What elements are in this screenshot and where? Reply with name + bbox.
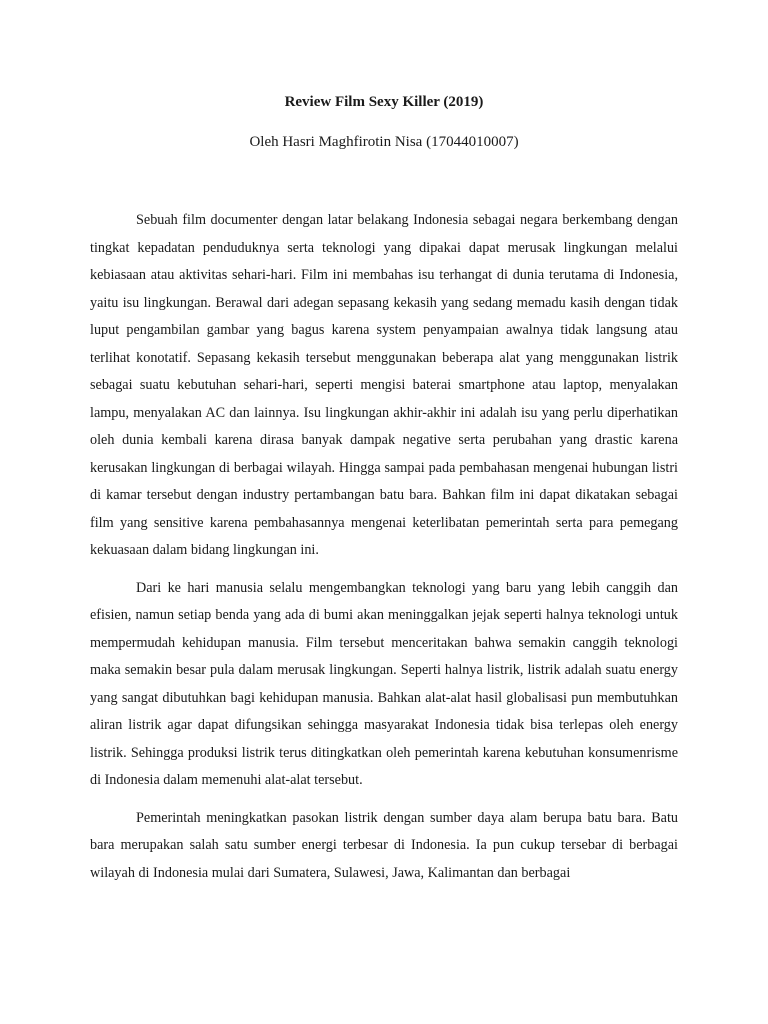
- document-body: [90, 207, 678, 887]
- paragraph-3: Pemerintah meningkatkan pasokan listrik dengan sumber daya alam berupa batu bara. Batu bara merupakan salah satu sumber energi terbesar di Indonesia. Ia pun cukup tersebar di berbagai wilayah di Indonesia mulai dari Sumatera, Sulawesi, Jawa, Kalimantan dan berbagai: [90, 809, 678, 881]
- paragraph-1: Sebuah film documenter dengan latar belakang Indonesia sebagai negara berkembang dengan tingkat kepadatan penduduknya serta teknologi yang dipakai dapat merusak lingkungan melalui kebiasaan atau aktivitas sehari-hari. Film ini membahas isu terhangat di dunia terutama di Indonesia, yaitu isu lingkungan. Berawal dari adegan sepasang kekasih yang sedang memadu kasih dengan tidak luput pengambilan gambar yang bagus karena system penyampaian awalnya tidak langsung atau terlihat konotatif. Sepasang kekasih tersebut menggunakan beberapa alat yang menggunakan listrik sebagai suatu kebutuhan sehari-hari, seperti mengisi baterai smartphone atau laptop, menyalakan lampu, menyalakan AC dan lainnya. Isu lingkungan akhir-akhir ini adalah isu yang perlu diperhatikan oleh dunia kembali karena dirasa banyak dampak negative serta perubahan yang drastic karena kerusakan lingkungan di berbagai wilayah. Hingga sampai pada pembahasan mengenai hubungan listri di kamar tersebut dengan industry pertambangan batu bara. Bahkan film ini dapat dikatakan sebagai film yang sensitive karena pembahasannya mengenai keterlibatan pemerintah serta para pemegang kekuasaan dalam bidang lingkungan ini.: [90, 212, 678, 558]
- document-author: Oleh Hasri Maghfirotin Nisa (17044010007): [249, 134, 519, 150]
- paragraph-2: Dari ke hari manusia selalu mengembangkan teknologi yang baru yang lebih canggih dan efisien, namun setiap benda yang ada di bumi akan meninggalkan jejak seperti halnya teknologi untuk mempermudah kehidupan manusia. Film tersebut menceritakan bahwa semakin canggih teknologi maka semakin besar pula dalam merusak lingkungan. Seperti halnya listrik, listrik adalah suatu energy yang sangat dibutuhkan bagi kehidupan manusia. Bahkan alat-alat hasil globalisasi pun membutuhkan aliran listrik agar dapat difungsikan sehingga masyarakat Indonesia tidak bisa terlepas oleh energy listrik. Sehingga produksi listrik terus ditingkatkan oleh pemerintah karena kebutuhan konsumenrisme di Indonesia dalam memenuhi alat-alat tersebut.: [90, 579, 678, 788]
- document-title: Review Film Sexy Killer (2019): [284, 94, 484, 110]
